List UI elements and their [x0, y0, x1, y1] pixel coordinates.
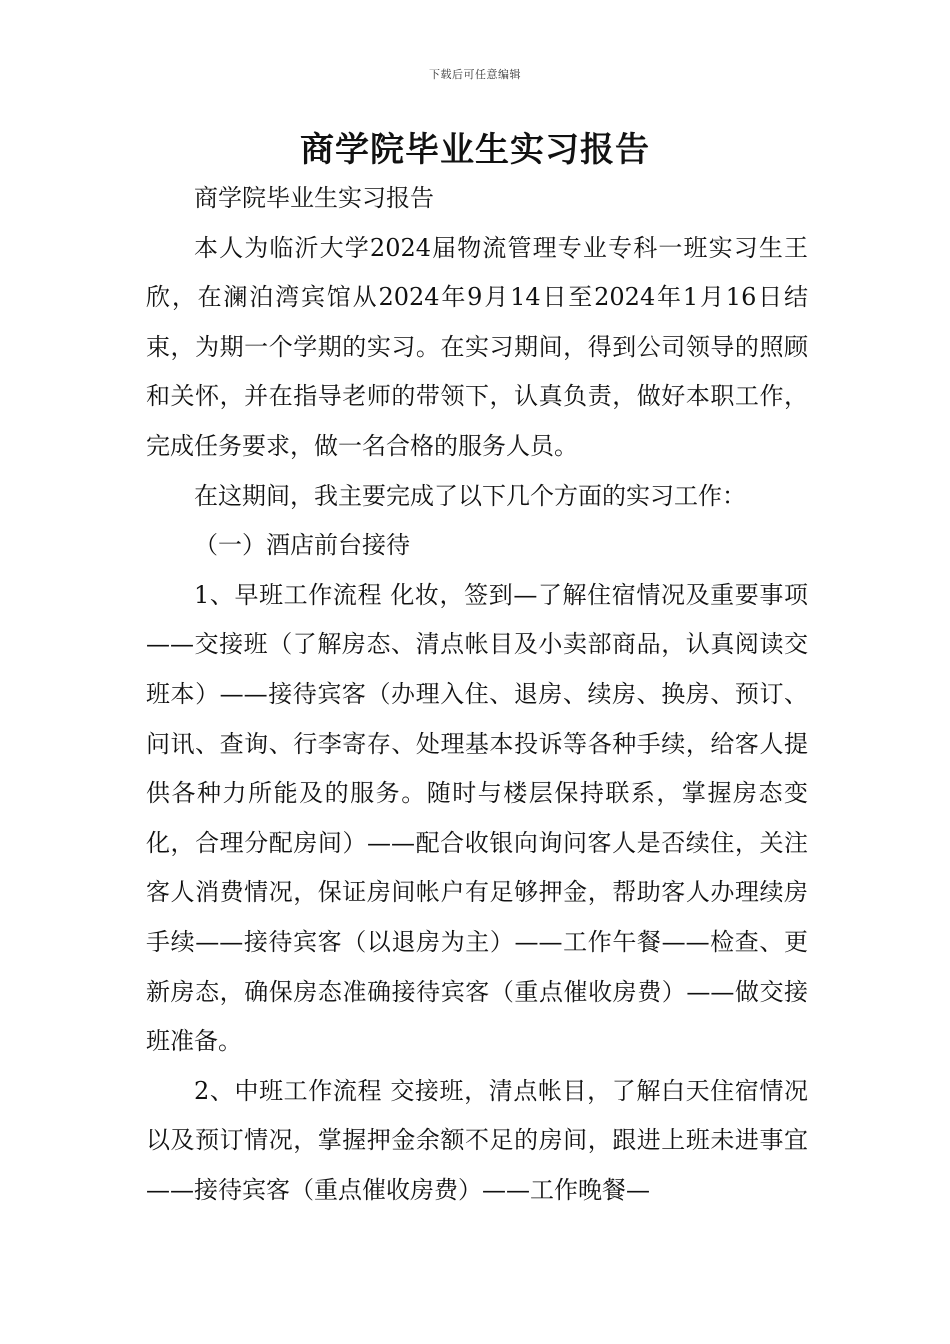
page-header-note: 下载后可任意编辑 [429, 68, 521, 81]
body-paragraph-subtitle: 商学院毕业生实习报告 [194, 184, 434, 212]
body-paragraph-intro: 本人为临沂大学2024届物流管理专业专科一班实习生王欣，在澜泊湾宾馆从2024年9月14日至2024年1月16日结束，为期一个学期的实习。在实习期间，得到公司领导的照顾和关怀，并在指导老师的带领下，认真负责，做好本职工作，完成任务要求，做一名合格的服务人员。 [146, 233, 808, 460]
section-heading-front-desk: （一）酒店前台接待 [194, 531, 410, 560]
document-body [146, 174, 808, 1215]
body-paragraph-middle-shift: 2、中班工作流程 交接班，清点帐目，了解白天住宿情况以及预订情况，掌握押金余额不足的房间，跟进上班未进事宜——接待宾客（重点催收房费）——工作晚餐— [146, 1076, 808, 1204]
body-paragraph-morning-shift: 1、早班工作流程 化妆，签到—了解住宿情况及重要事项——交接班（了解房态、清点帐目及小卖部商品，认真阅读交班本）——接待宾客（办理入住、退房、续房、换房、预订、问讯、查询、行李寄存、处理基本投诉等各种手续，给客人提供各种力所能及的服务。随时与楼层保持联系，掌握房态变化，合理分配房间）——配合收银向询问客人是否续住，关注客人消费情况，保证房间帐户有足够押金，帮助客人办理续房手续——接待宾客（以退房为主）——工作午餐——检查、更新房态，确保房态准确接待宾客（重点催收房费）——做交接班准备。 [146, 580, 808, 1056]
document-title: 商学院毕业生实习报告 [300, 130, 650, 170]
body-paragraph-summary: 在这期间，我主要完成了以下几个方面的实习工作： [194, 481, 746, 510]
